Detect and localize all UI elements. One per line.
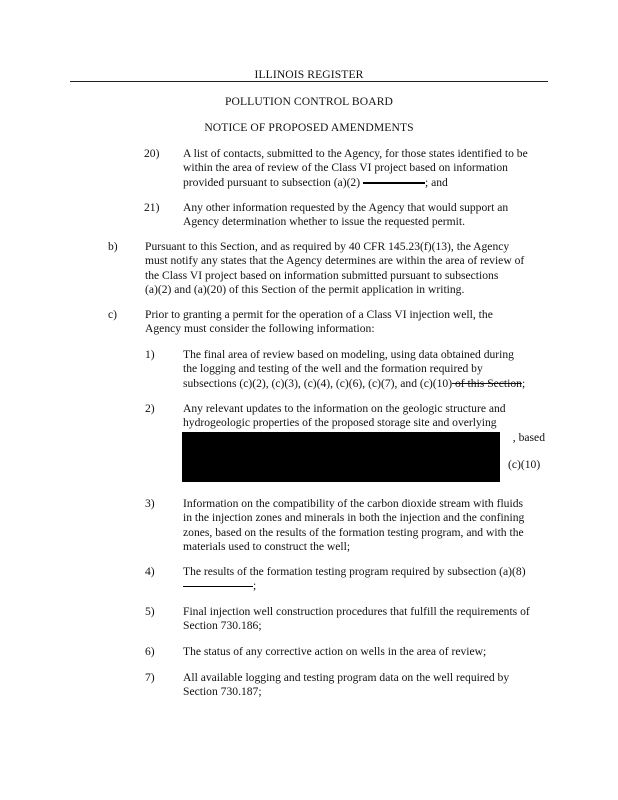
item-label-c7: 7) xyxy=(145,671,155,684)
item-label-c5: 5) xyxy=(145,605,155,618)
notice-title: NOTICE OF PROPOSED AMENDMENTS xyxy=(204,121,414,134)
item-label-21: 21) xyxy=(144,201,160,214)
item-label-c2: 2) xyxy=(145,402,155,415)
item-c7-text: All available logging and testing program data on the well required by Section 730.187; xyxy=(183,671,510,699)
item-label-c1: 1) xyxy=(145,348,155,361)
item-label-c6: 6) xyxy=(145,645,155,658)
register-title: ILLINOIS REGISTER xyxy=(254,68,364,81)
item-c6-text: The status of any corrective action on wells in the area of review; xyxy=(183,645,487,658)
item-c5-text: Final injection well construction procedures that fulfill the requirements of Section 730.186; xyxy=(183,605,530,633)
item-c3-text: Information on the compatibility of the carbon dioxide stream with fluids in the injection zones and minerals in both the injection and the confining zones, based on the results of the formation testing program, and with the materials used to construct the well; xyxy=(183,497,525,554)
item-c1-text: The final area of review based on modeling, using data obtained during the logging and testing of the well and the formation required by subsections (c)(2), (c)(3), (c)(4), (c)(6), (c)(7), and (c)(10) of this Section; xyxy=(183,348,526,390)
item-21-text: Any other information requested by the Agency that would support an Agency determination whether to issue the requested permit. xyxy=(183,201,509,229)
item-c2-subsection-ref: (c)(10) xyxy=(508,458,541,471)
item-label-20: 20) xyxy=(144,147,160,160)
header-rule xyxy=(70,81,548,82)
subsection-b-text: Pursuant to this Section, and as required by 40 CFR 145.23(f)(13), the Agency must notify any states that the Agency determines are within the area of review of the Class VI project based on information submitted pursuant to subsections (a)(2) and (a)(20) of this Section of the permit application in writing. xyxy=(145,240,525,297)
redaction-block xyxy=(182,432,500,482)
item-c4-text: The results of the formation testing program required by subsection (a)(8) ; xyxy=(183,565,526,593)
item-label-c3: 3) xyxy=(145,497,155,510)
item-20-text: A list of contacts, submitted to the Agency, for those states identified to be within the area of review of the Class VI project based on information provided pursuant to subsection (a)(2) ; and xyxy=(183,147,528,189)
item-label-c4: 4) xyxy=(145,565,155,578)
subsection-label-c: c) xyxy=(108,308,118,321)
item-c2-text: Any relevant updates to the information on the geologic structure and hydrogeologic properties of the proposed storage site and overlying , based xyxy=(183,402,545,444)
subsection-label-b: b) xyxy=(108,240,118,253)
redaction-mark xyxy=(363,182,425,184)
subsection-c-text: Prior to granting a permit for the operation of a Class VI injection well, the Agency must consider the following information: xyxy=(145,308,493,336)
board-title: POLLUTION CONTROL BOARD xyxy=(224,95,394,108)
redaction-mark xyxy=(183,586,253,587)
